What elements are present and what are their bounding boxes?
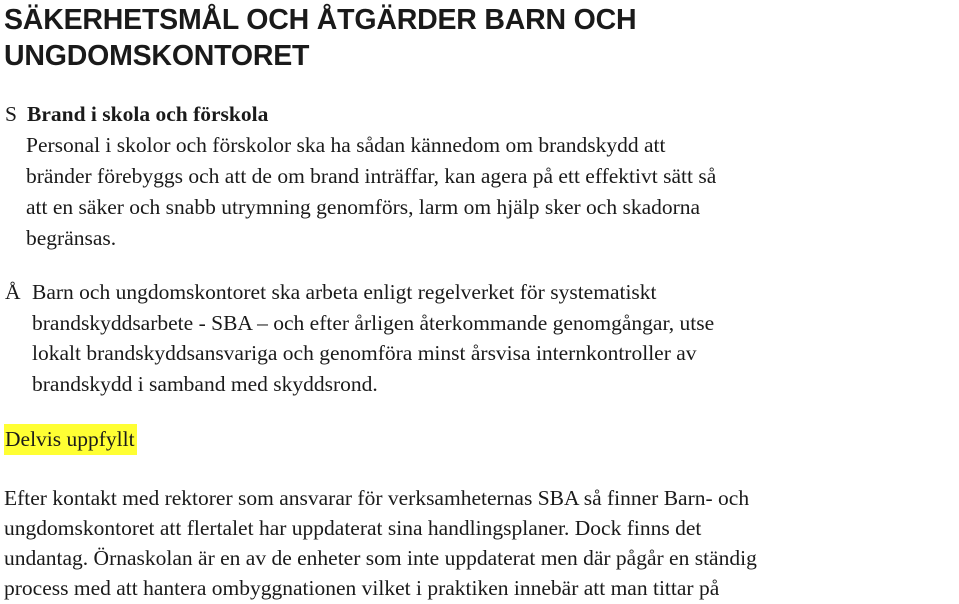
followup-line-1: Efter kontakt med rektorer som ansvarar för verksamheternas SBA så finner Barn- och: [4, 486, 750, 510]
goal-line-3: att en säker och snabb utrymning genomförs, larm om hjälp sker och skadorna: [26, 195, 701, 219]
bullet-marker: Å: [5, 280, 21, 304]
goal-line-2: bränder förebyggs och att de om brand inträffar, kan agera på ett effektivt sätt så: [26, 164, 717, 188]
section-heading-text: Brand i skola och förskola: [27, 102, 269, 126]
bullet-marker: S: [5, 102, 17, 126]
goal-paragraph: [26, 130, 926, 254]
measure-line-4: brandskydd i samband med skyddsrond.: [32, 371, 378, 396]
title-line-2: UNGDOMSKONTORET: [4, 40, 310, 72]
followup-line-2: ungdomskontoret att flertalet har uppdaterat sina handlingsplaner. Dock finns det: [4, 516, 702, 540]
measure-paragraph: [5, 277, 959, 399]
measure-line-1: Barn och ungdomskontoret ska arbeta enligt regelverket för systematiskt: [32, 280, 657, 304]
followup-paragraph: [4, 483, 959, 603]
status-highlight: Delvis uppfyllt: [4, 424, 137, 455]
followup-line-4: process med att hantera ombyggnationen vilket i praktiken innebär att man tittar på: [4, 576, 720, 600]
goal-line-1: Personal i skolor och förskolor ska ha sådan kännedom om brandskydd att: [26, 133, 666, 157]
measure-line-2: brandskyddsarbete - SBA – och efter årligen återkommande genomgångar, utse: [32, 310, 715, 335]
measure-line-3: lokalt brandskyddsansvariga och genomföra minst årsvisa internkontroller av: [32, 341, 697, 365]
followup-line-3: undantag. Örnaskolan är en av de enheter som inte uppdaterat men där pågår en ständig: [4, 546, 757, 570]
goal-line-4: begränsas.: [26, 226, 117, 250]
page-title: [4, 2, 636, 74]
title-line-1: SÄKERHETSMÅL OCH ÅTGÄRDER BARN OCH: [4, 4, 637, 36]
section-heading: [5, 99, 268, 130]
